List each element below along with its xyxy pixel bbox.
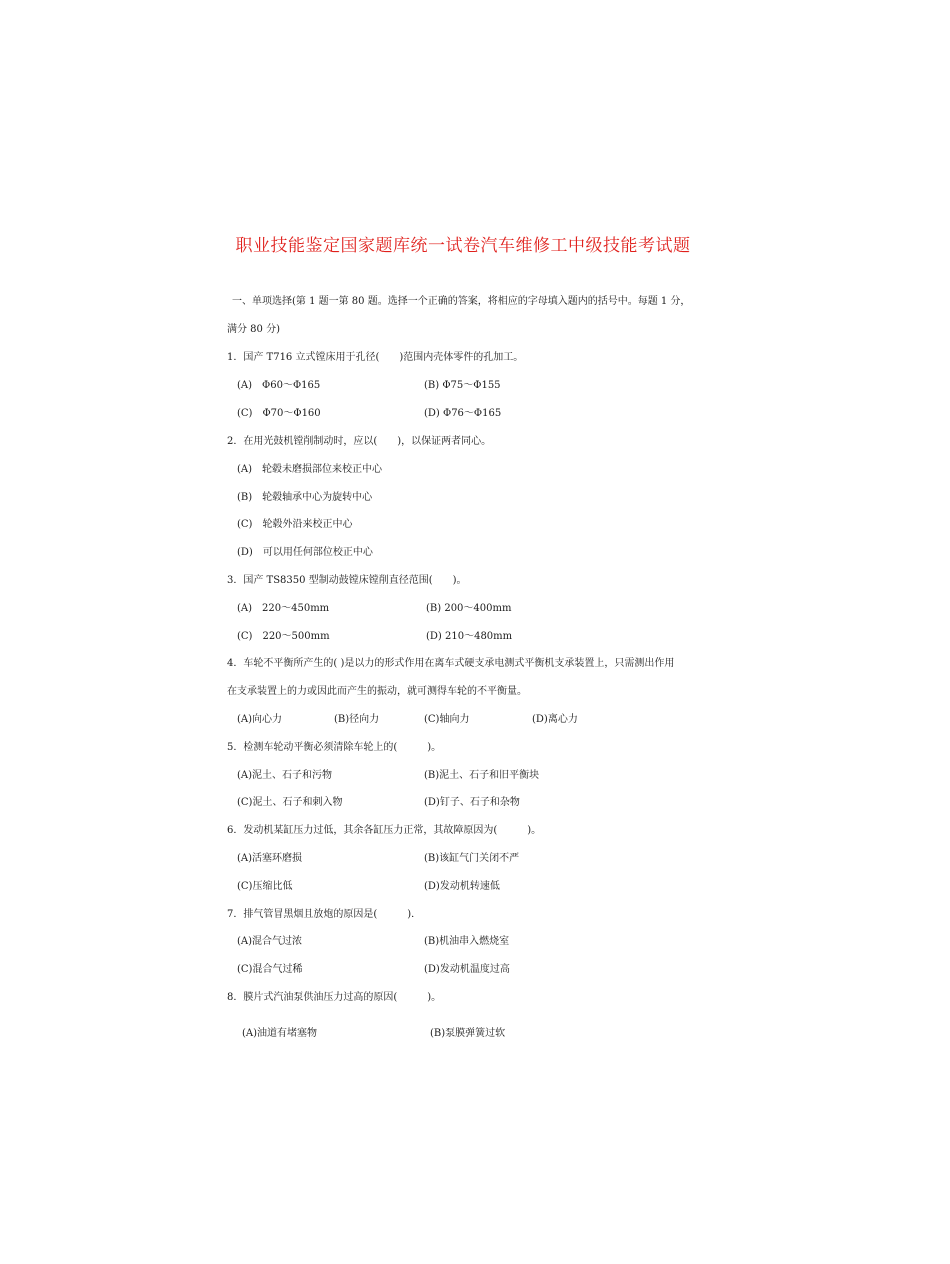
question-4-stem-cont: 在支承装置上的力或因此而产生的振动，就可测得车轮的不平衡量。 bbox=[227, 686, 527, 697]
question-6-option-b: (B)该缸气门关闭不严 bbox=[424, 853, 520, 864]
question-4-option-d: (D)离心力 bbox=[532, 714, 578, 725]
question-1-option-a: (A) Φ60～Φ165 bbox=[237, 380, 321, 391]
question-7-option-a: (A)混合气过浓 bbox=[237, 936, 303, 947]
question-7-option-b: (B)机油串入燃烧室 bbox=[424, 936, 510, 947]
question-6-option-c: (C)压缩比低 bbox=[237, 881, 293, 892]
question-1-option-b: (B) Φ75～Φ155 bbox=[424, 380, 501, 391]
question-5-option-c: (C)泥土、石子和刺入物 bbox=[237, 797, 343, 808]
question-8-option-a: (A)油道有堵塞物 bbox=[242, 1028, 318, 1039]
question-2-option-b: (B) 轮毂轴承中心为旋转中心 bbox=[237, 492, 373, 503]
question-5-stem: 5．检测车轮动平衡必须清除车轮上的( )。 bbox=[227, 742, 442, 753]
question-6-option-a: (A)活塞环磨损 bbox=[237, 853, 303, 864]
question-7-stem: 7．排气管冒黑烟且放炮的原因是( )． bbox=[227, 909, 422, 920]
question-1-option-d: (D) Φ76～Φ165 bbox=[424, 408, 502, 419]
question-3-option-a: (A) 220～450mm bbox=[237, 603, 330, 614]
question-5-option-a: (A)泥土、石子和污物 bbox=[237, 770, 333, 781]
question-4-stem: 4．车轮不平衡所产生的( )是以力的形式作用在离车式硬支承电测式平衡机支承装置上，只需测出作用 bbox=[227, 658, 675, 669]
question-8-stem: 8．膜片式汽油泵供油压力过高的原因( )。 bbox=[227, 992, 442, 1003]
question-6-stem: 6．发动机某缸压力过低，其余各缸压力正常，其故障原因为( )。 bbox=[227, 825, 542, 836]
question-4-option-c: (C)轴向力 bbox=[424, 714, 470, 725]
question-2-option-d: (D) 可以用任何部位校正中心 bbox=[237, 547, 373, 558]
question-1-stem: 1．国产 T716 立式镗床用于孔径( )范围内壳体零件的孔加工。 bbox=[227, 352, 524, 363]
question-3-option-c: (C) 220～500mm bbox=[237, 631, 330, 642]
question-8-option-b: (B)泵膜弹簧过软 bbox=[430, 1028, 506, 1039]
question-2-stem: 2．在用光鼓机镗削制动时，应以( )，以保证两者同心。 bbox=[227, 436, 492, 447]
question-5-option-b: (B)泥土、石子和旧平衡块 bbox=[424, 770, 540, 781]
question-4-option-a: (A)向心力 bbox=[237, 714, 283, 725]
question-6-option-d: (D)发动机转速低 bbox=[424, 881, 500, 892]
question-2-option-c: (C) 轮毂外沿来校正中心 bbox=[237, 519, 353, 530]
section-instructions-cont: 满分 80 分) bbox=[227, 324, 280, 335]
question-3-option-b: (B) 200～400mm bbox=[426, 603, 512, 614]
question-1-option-c: (C) Φ70～Φ160 bbox=[237, 408, 321, 419]
question-2-option-a: (A) 轮毂未磨损部位来校正中心 bbox=[237, 464, 383, 475]
page-title: 职业技能鉴定国家题库统一试卷汽车维修工中级技能考试题 bbox=[235, 236, 691, 256]
question-4-option-b: (B)径向力 bbox=[334, 714, 380, 725]
section-instructions: 一、单项选择(第 1 题一第 80 题。选择一个正确的答案，将相应的字母填入题内的括号中。每题 1 分， bbox=[232, 296, 691, 307]
question-5-option-d: (D)钉子、石子和杂物 bbox=[424, 797, 520, 808]
question-3-stem: 3．国产 TS8350 型制动鼓镗床镗削直径范围( )。 bbox=[227, 575, 467, 586]
question-7-option-c: (C)混合气过稀 bbox=[237, 964, 303, 975]
question-3-option-d: (D) 210～480mm bbox=[426, 631, 513, 642]
question-7-option-d: (D)发动机温度过高 bbox=[424, 964, 510, 975]
